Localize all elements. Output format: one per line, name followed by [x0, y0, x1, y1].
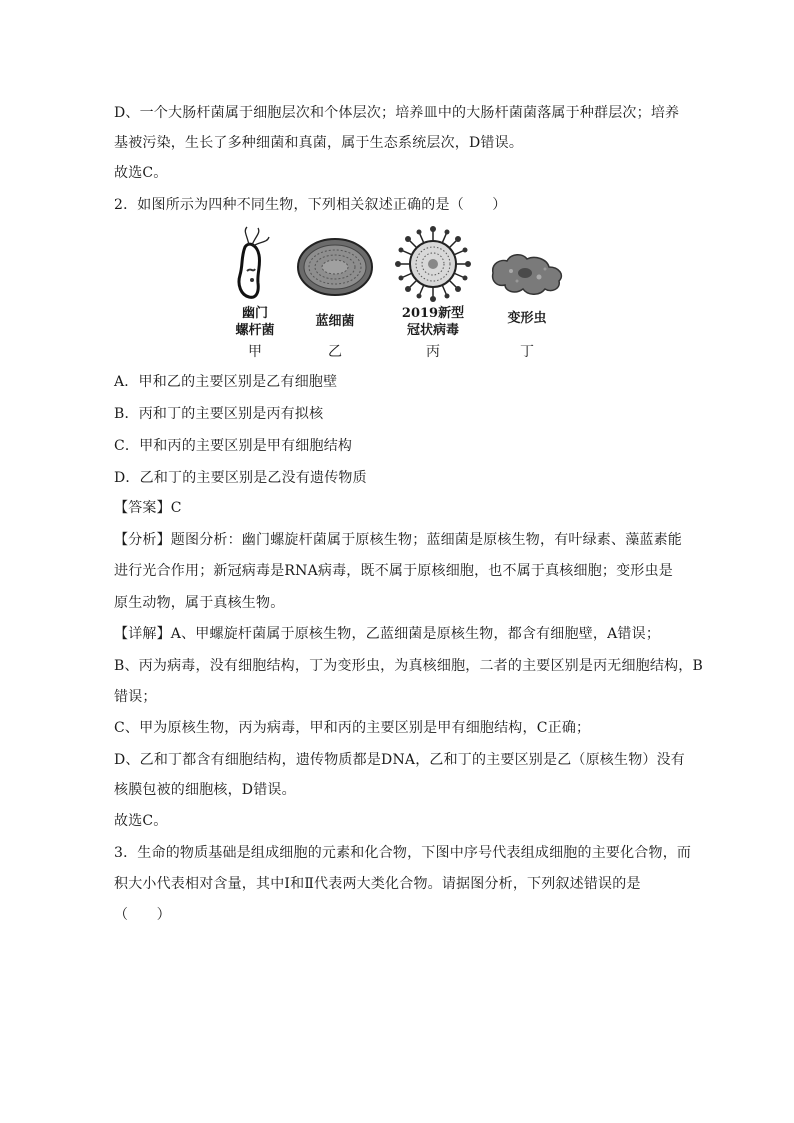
figure-item-jia	[225, 225, 285, 365]
question-3-stem: （ ）	[114, 907, 171, 923]
organism-letter: 丁	[520, 344, 534, 360]
detail-line: B、丙为病毒，没有细胞结构，丁为变形虫，为真核细胞，二者的主要区别是丙无细胞结构，B	[114, 658, 703, 674]
organism-name: 2019新型	[401, 306, 465, 321]
helicobacter-icon	[225, 225, 285, 303]
paragraph-line: 基被污染，生长了多种细菌和真菌，属于生态系统层次，D错误。	[114, 135, 524, 151]
detail-line: 错误；	[114, 689, 157, 705]
cyanobacteria-icon	[295, 235, 375, 305]
organism-name: 螺杆菌	[235, 323, 275, 338]
coronavirus-icon	[388, 225, 478, 303]
paragraph-line: D、一个大肠杆菌属于细胞层次和个体层次；培养皿中的大肠杆菌菌落属于种群层次；培养	[114, 105, 680, 121]
organism-name: 幽门	[241, 306, 268, 321]
organism-name: 冠状病毒	[406, 323, 459, 338]
organism-name: 蓝细菌	[315, 314, 355, 329]
analysis-line: 【分析】题图分析：幽门螺旋杆菌属于原核生物；蓝细菌是原核生物，有叶绿素、藻蓝素能	[114, 532, 682, 548]
figure-item-bing	[388, 225, 478, 365]
organism-letter: 乙	[328, 344, 342, 360]
amoeba-icon	[487, 243, 567, 303]
question-3-stem: 积大小代表相对含量，其中Ⅰ和Ⅱ代表两大类化合物。请据图分析，下列叙述错误的是	[114, 876, 641, 892]
option-d: D．乙和丁的主要区别是乙没有遗传物质	[114, 470, 367, 486]
organisms-figure	[225, 225, 570, 365]
detail-line: 故选C。	[114, 813, 168, 829]
detail-line: 核膜包被的细胞核，D错误。	[114, 782, 296, 798]
figure-item-yi	[295, 225, 375, 365]
organism-letter: 甲	[248, 344, 262, 360]
paragraph-line: 故选C。	[114, 165, 168, 181]
option-a: A．甲和乙的主要区别是乙有细胞壁	[114, 374, 338, 390]
answer-line: 【答案】C	[114, 500, 182, 516]
option-c: C．甲和丙的主要区别是甲有细胞结构	[114, 438, 353, 454]
detail-line: D、乙和丁都含有细胞结构，遗传物质都是DNA，乙和丁的主要区别是乙（原核生物）没有	[114, 752, 686, 768]
organism-letter: 丙	[426, 344, 440, 360]
option-b: B．丙和丁的主要区别是丙有拟核	[114, 406, 324, 422]
organism-name: 变形虫	[507, 311, 547, 326]
figure-item-ding	[487, 225, 567, 365]
detail-line: C、甲为原核生物，丙为病毒，甲和丙的主要区别是甲有细胞结构，C正确；	[114, 720, 591, 736]
detail-line: 【详解】A、甲螺旋杆菌属于原核生物，乙蓝细菌是原核生物，都含有细胞壁，A错误；	[114, 626, 661, 642]
analysis-line: 进行光合作用；新冠病毒是RNA病毒，既不属于原核细胞，也不属于真核细胞；变形虫是	[114, 563, 673, 579]
question-2-stem: 2．如图所示为四种不同生物，下列相关叙述正确的是（ ）	[114, 197, 507, 213]
question-3-stem: 3．生命的物质基础是组成细胞的元素和化合物，下图中序号代表组成细胞的主要化合物，而	[114, 845, 692, 861]
analysis-line: 原生动物，属于真核生物。	[114, 595, 285, 611]
